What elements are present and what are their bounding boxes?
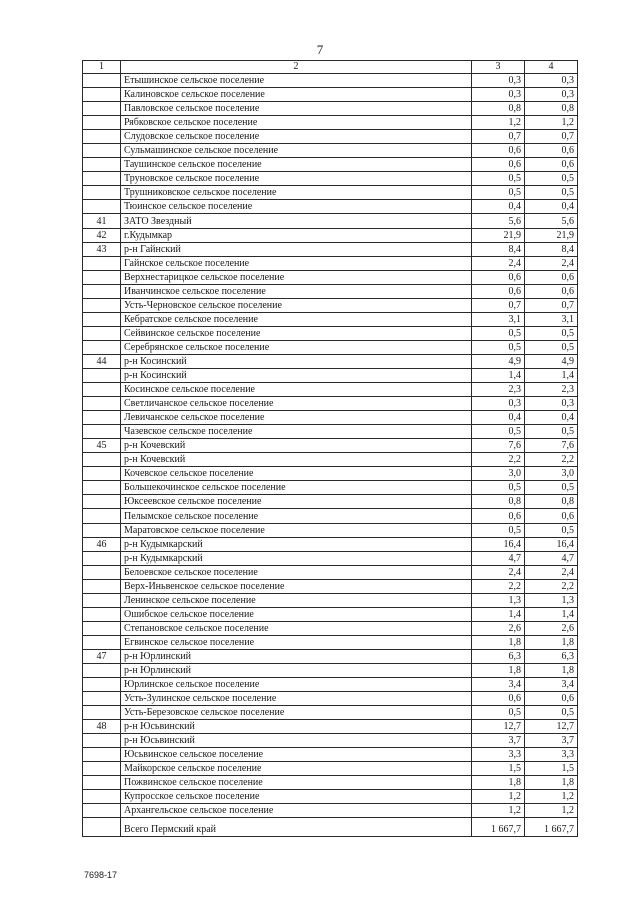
row-number-cell xyxy=(83,312,121,326)
value-col4-cell: 3,0 xyxy=(525,467,578,481)
row-number-cell xyxy=(83,495,121,509)
row-name-cell: Иванчинское сельское поселение xyxy=(121,284,472,298)
row-number-cell xyxy=(83,298,121,312)
row-name-cell: Кебратское сельское поселение xyxy=(121,312,472,326)
table-row xyxy=(83,172,578,186)
value-col3-cell: 1,8 xyxy=(472,635,525,649)
value-col4-cell: 16,4 xyxy=(525,537,578,551)
row-name-cell: Майкорское сельское поселение xyxy=(121,762,472,776)
value-col4-cell: 3,1 xyxy=(525,312,578,326)
table-row xyxy=(83,88,578,102)
table-row xyxy=(83,425,578,439)
value-col3-cell: 7,6 xyxy=(472,439,525,453)
row-name-cell: Всего Пермский край xyxy=(121,818,472,837)
value-col4-cell: 2,2 xyxy=(525,579,578,593)
value-col3-cell: 5,6 xyxy=(472,214,525,228)
table-row xyxy=(83,228,578,242)
column-header-4: 4 xyxy=(525,61,578,74)
value-col4-cell: 0,6 xyxy=(525,509,578,523)
row-number-cell: 41 xyxy=(83,214,121,228)
value-col3-cell: 2,6 xyxy=(472,621,525,635)
row-name-cell: р-н Юсьвинский xyxy=(121,734,472,748)
row-number-cell xyxy=(83,467,121,481)
row-name-cell: Пелымское сельское поселение xyxy=(121,509,472,523)
table-row xyxy=(83,144,578,158)
value-col3-cell: 0,5 xyxy=(472,425,525,439)
value-col3-cell: 1,4 xyxy=(472,607,525,621)
row-number-cell xyxy=(83,678,121,692)
row-name-cell: Косинское сельское поселение xyxy=(121,383,472,397)
row-number-cell: 48 xyxy=(83,720,121,734)
row-name-cell: Юсьвинское сельское поселение xyxy=(121,748,472,762)
value-col4-cell: 0,5 xyxy=(525,481,578,495)
row-number-cell xyxy=(83,481,121,495)
table-row xyxy=(83,663,578,677)
row-name-cell: Гайнское сельское поселение xyxy=(121,256,472,270)
table-row xyxy=(83,607,578,621)
value-col4-cell: 0,5 xyxy=(525,706,578,720)
value-col3-cell: 1,8 xyxy=(472,663,525,677)
value-col3-cell: 0,3 xyxy=(472,74,525,88)
value-col3-cell: 21,9 xyxy=(472,228,525,242)
value-col3-cell: 0,7 xyxy=(472,298,525,312)
value-col3-cell: 0,6 xyxy=(472,270,525,284)
row-name-cell: Большекочинское сельское поселение xyxy=(121,481,472,495)
row-name-cell: Трушниковское сельское поселение xyxy=(121,186,472,200)
table-row xyxy=(83,368,578,382)
table-row xyxy=(83,453,578,467)
table-row xyxy=(83,579,578,593)
value-col3-cell: 1,2 xyxy=(472,804,525,818)
row-number-cell xyxy=(83,776,121,790)
table-row xyxy=(83,706,578,720)
row-name-cell: р-н Гайнский xyxy=(121,242,472,256)
row-name-cell: Юксеевское сельское поселение xyxy=(121,495,472,509)
value-col4-cell: 3,4 xyxy=(525,678,578,692)
row-number-cell xyxy=(83,270,121,284)
value-col4-cell: 0,5 xyxy=(525,172,578,186)
row-name-cell: Светличанское сельское поселение xyxy=(121,397,472,411)
table-row xyxy=(83,734,578,748)
column-header-2: 2 xyxy=(121,61,472,74)
row-name-cell: Верх-Иньвенское сельское поселение xyxy=(121,579,472,593)
value-col3-cell: 4,9 xyxy=(472,354,525,368)
value-col3-cell: 1,3 xyxy=(472,593,525,607)
row-name-cell: ЗАТО Звездный xyxy=(121,214,472,228)
value-col3-cell: 0,4 xyxy=(472,200,525,214)
value-col4-cell: 0,5 xyxy=(525,523,578,537)
table-row xyxy=(83,509,578,523)
row-number-cell xyxy=(83,804,121,818)
value-col3-cell: 0,4 xyxy=(472,411,525,425)
value-col4-cell: 2,4 xyxy=(525,565,578,579)
column-header-3: 3 xyxy=(472,61,525,74)
table-row xyxy=(83,411,578,425)
row-name-cell: Усть-Зулинское сельское поселение xyxy=(121,692,472,706)
row-number-cell xyxy=(83,790,121,804)
value-col4-cell: 1,2 xyxy=(525,790,578,804)
row-name-cell: Юрлинское сельское поселение xyxy=(121,678,472,692)
value-col4-cell: 8,4 xyxy=(525,242,578,256)
value-col3-cell: 2,4 xyxy=(472,565,525,579)
value-col4-cell: 1,2 xyxy=(525,804,578,818)
value-col3-cell: 4,7 xyxy=(472,551,525,565)
table-row xyxy=(83,621,578,635)
table-row xyxy=(83,383,578,397)
row-number-cell xyxy=(83,706,121,720)
value-col4-cell: 5,6 xyxy=(525,214,578,228)
table-row xyxy=(83,130,578,144)
row-number-cell xyxy=(83,453,121,467)
row-name-cell: Архангельское сельское поселение xyxy=(121,804,472,818)
table-row xyxy=(83,116,578,130)
table-row xyxy=(83,467,578,481)
row-number-cell xyxy=(83,818,121,837)
value-col3-cell: 6,3 xyxy=(472,649,525,663)
row-name-cell: Етышинское сельское поселение xyxy=(121,74,472,88)
row-name-cell: Левичанское сельское поселение xyxy=(121,411,472,425)
row-number-cell xyxy=(83,748,121,762)
value-col4-cell: 0,6 xyxy=(525,144,578,158)
value-col3-cell: 2,3 xyxy=(472,383,525,397)
value-col3-cell: 0,5 xyxy=(472,340,525,354)
table-row xyxy=(83,326,578,340)
row-number-cell xyxy=(83,523,121,537)
value-col4-cell: 1,8 xyxy=(525,635,578,649)
value-col3-cell: 1,4 xyxy=(472,368,525,382)
table-row xyxy=(83,298,578,312)
row-number-cell xyxy=(83,425,121,439)
row-name-cell: р-н Косинский xyxy=(121,368,472,382)
value-col3-cell: 0,5 xyxy=(472,172,525,186)
row-number-cell xyxy=(83,397,121,411)
value-col4-cell: 2,6 xyxy=(525,621,578,635)
table-row xyxy=(83,158,578,172)
row-number-cell: 45 xyxy=(83,439,121,453)
total-row xyxy=(83,818,578,837)
value-col3-cell: 1,5 xyxy=(472,762,525,776)
row-name-cell: Усть-Березовское сельское поселение xyxy=(121,706,472,720)
row-name-cell: Таушинское сельское поселение xyxy=(121,158,472,172)
value-col4-cell: 0,6 xyxy=(525,158,578,172)
row-name-cell: Верхнестарицкое сельское поселение xyxy=(121,270,472,284)
row-name-cell: Белоевское сельское поселение xyxy=(121,565,472,579)
value-col4-cell: 21,9 xyxy=(525,228,578,242)
table-row xyxy=(83,649,578,663)
table-row xyxy=(83,692,578,706)
row-number-cell: 46 xyxy=(83,537,121,551)
value-col4-cell: 2,2 xyxy=(525,453,578,467)
value-col4-cell: 4,7 xyxy=(525,551,578,565)
value-col4-cell: 0,7 xyxy=(525,298,578,312)
value-col3-cell: 1 667,7 xyxy=(472,818,525,837)
row-name-cell: Кочевское сельское поселение xyxy=(121,467,472,481)
value-col3-cell: 0,5 xyxy=(472,481,525,495)
table-row xyxy=(83,439,578,453)
row-number-cell: 42 xyxy=(83,228,121,242)
value-col4-cell: 1,3 xyxy=(525,593,578,607)
value-col4-cell: 0,4 xyxy=(525,411,578,425)
value-col4-cell: 7,6 xyxy=(525,439,578,453)
value-col4-cell: 0,3 xyxy=(525,88,578,102)
row-number-cell xyxy=(83,551,121,565)
table-row xyxy=(83,242,578,256)
table-row xyxy=(83,720,578,734)
table-row xyxy=(83,762,578,776)
value-col3-cell: 8,4 xyxy=(472,242,525,256)
row-name-cell: Купросское сельское поселение xyxy=(121,790,472,804)
row-name-cell: р-н Юрлинский xyxy=(121,663,472,677)
table-row xyxy=(83,565,578,579)
value-col4-cell: 1,2 xyxy=(525,116,578,130)
document-code: 7698-17 xyxy=(84,870,118,880)
table-row xyxy=(83,312,578,326)
row-number-cell: 43 xyxy=(83,242,121,256)
row-name-cell: Маратовское сельское поселение xyxy=(121,523,472,537)
table-row xyxy=(83,102,578,116)
row-number-cell xyxy=(83,284,121,298)
value-col3-cell: 2,2 xyxy=(472,579,525,593)
row-name-cell: Усть-Черновское сельское поселение xyxy=(121,298,472,312)
value-col3-cell: 0,6 xyxy=(472,284,525,298)
row-number-cell xyxy=(83,88,121,102)
row-number-cell xyxy=(83,383,121,397)
row-name-cell: Слудовское сельское поселение xyxy=(121,130,472,144)
row-number-cell xyxy=(83,172,121,186)
table-row xyxy=(83,397,578,411)
table-row xyxy=(83,593,578,607)
row-number-cell: 44 xyxy=(83,354,121,368)
row-name-cell: Калиновское сельское поселение xyxy=(121,88,472,102)
value-col4-cell: 1 667,7 xyxy=(525,818,578,837)
value-col3-cell: 0,6 xyxy=(472,158,525,172)
table-row xyxy=(83,481,578,495)
value-col4-cell: 0,7 xyxy=(525,130,578,144)
table-row xyxy=(83,214,578,228)
value-col3-cell: 2,4 xyxy=(472,256,525,270)
value-col4-cell: 6,3 xyxy=(525,649,578,663)
table-row xyxy=(83,551,578,565)
value-col4-cell: 0,6 xyxy=(525,692,578,706)
page-number: 7 xyxy=(316,42,324,57)
row-number-cell xyxy=(83,692,121,706)
table-row xyxy=(83,678,578,692)
value-col4-cell: 1,8 xyxy=(525,663,578,677)
value-col3-cell: 0,7 xyxy=(472,130,525,144)
value-col3-cell: 2,2 xyxy=(472,453,525,467)
row-number-cell xyxy=(83,158,121,172)
value-col3-cell: 3,7 xyxy=(472,734,525,748)
value-col3-cell: 0,5 xyxy=(472,523,525,537)
value-col3-cell: 1,8 xyxy=(472,776,525,790)
row-name-cell: Рябковское сельское поселение xyxy=(121,116,472,130)
table-row xyxy=(83,537,578,551)
value-col4-cell: 3,3 xyxy=(525,748,578,762)
value-col3-cell: 0,3 xyxy=(472,88,525,102)
table-row xyxy=(83,354,578,368)
row-number-cell xyxy=(83,579,121,593)
row-number-cell xyxy=(83,144,121,158)
value-col3-cell: 3,1 xyxy=(472,312,525,326)
row-number-cell xyxy=(83,340,121,354)
table-row xyxy=(83,284,578,298)
row-name-cell: Чазевское сельское поселение xyxy=(121,425,472,439)
table-row xyxy=(83,790,578,804)
row-name-cell: Павловское сельское поселение xyxy=(121,102,472,116)
value-col3-cell: 0,6 xyxy=(472,509,525,523)
value-col3-cell: 0,5 xyxy=(472,186,525,200)
row-number-cell xyxy=(83,565,121,579)
value-col3-cell: 3,3 xyxy=(472,748,525,762)
row-name-cell: р-н Косинский xyxy=(121,354,472,368)
row-number-cell xyxy=(83,200,121,214)
value-col4-cell: 0,4 xyxy=(525,200,578,214)
table-row xyxy=(83,256,578,270)
value-col4-cell: 0,5 xyxy=(525,326,578,340)
value-col4-cell: 0,6 xyxy=(525,270,578,284)
row-name-cell: Ошибское сельское поселение xyxy=(121,607,472,621)
table-row xyxy=(83,635,578,649)
row-number-cell xyxy=(83,186,121,200)
value-col4-cell: 0,5 xyxy=(525,425,578,439)
value-col3-cell: 0,6 xyxy=(472,144,525,158)
row-name-cell: Тюинское сельское поселение xyxy=(121,200,472,214)
row-number-cell xyxy=(83,762,121,776)
row-name-cell: Труновское сельское поселение xyxy=(121,172,472,186)
table-row xyxy=(83,776,578,790)
value-col3-cell: 0,8 xyxy=(472,495,525,509)
value-col3-cell: 0,3 xyxy=(472,397,525,411)
row-number-cell xyxy=(83,509,121,523)
value-col3-cell: 16,4 xyxy=(472,537,525,551)
value-col3-cell: 0,5 xyxy=(472,326,525,340)
value-col4-cell: 2,3 xyxy=(525,383,578,397)
row-name-cell: Ленинское сельское поселение xyxy=(121,593,472,607)
row-name-cell: р-н Кудымкарский xyxy=(121,551,472,565)
value-col4-cell: 0,5 xyxy=(525,340,578,354)
value-col4-cell: 0,8 xyxy=(525,102,578,116)
table-row xyxy=(83,748,578,762)
value-col4-cell: 1,8 xyxy=(525,776,578,790)
table-row xyxy=(83,200,578,214)
value-col3-cell: 0,6 xyxy=(472,692,525,706)
table-row xyxy=(83,340,578,354)
value-col3-cell: 12,7 xyxy=(472,720,525,734)
value-col4-cell: 0,6 xyxy=(525,284,578,298)
row-number-cell xyxy=(83,368,121,382)
row-number-cell xyxy=(83,734,121,748)
row-name-cell: Сульмашинское сельское поселение xyxy=(121,144,472,158)
value-col3-cell: 1,2 xyxy=(472,116,525,130)
value-col4-cell: 3,7 xyxy=(525,734,578,748)
value-col4-cell: 1,4 xyxy=(525,607,578,621)
value-col4-cell: 1,4 xyxy=(525,368,578,382)
row-name-cell: р-н Юрлинский xyxy=(121,649,472,663)
row-number-cell xyxy=(83,663,121,677)
table-row xyxy=(83,523,578,537)
row-name-cell: р-н Юсьвинский xyxy=(121,720,472,734)
row-number-cell xyxy=(83,326,121,340)
row-name-cell: Серебрянское сельское поселение xyxy=(121,340,472,354)
row-name-cell: р-н Кочевский xyxy=(121,439,472,453)
row-name-cell: Егвинское сельское поселение xyxy=(121,635,472,649)
column-header-1: 1 xyxy=(83,61,121,74)
value-col3-cell: 3,4 xyxy=(472,678,525,692)
row-number-cell xyxy=(83,74,121,88)
row-name-cell: р-н Кочевский xyxy=(121,453,472,467)
value-col3-cell: 1,2 xyxy=(472,790,525,804)
row-number-cell xyxy=(83,607,121,621)
row-number-cell: 47 xyxy=(83,649,121,663)
row-number-cell xyxy=(83,116,121,130)
value-col4-cell: 1,5 xyxy=(525,762,578,776)
table-row xyxy=(83,270,578,284)
row-name-cell: р-н Кудымкарский xyxy=(121,537,472,551)
value-col4-cell: 12,7 xyxy=(525,720,578,734)
value-col4-cell: 0,3 xyxy=(525,397,578,411)
table-row xyxy=(83,186,578,200)
row-name-cell: г.Кудымкар xyxy=(121,228,472,242)
value-col3-cell: 0,8 xyxy=(472,102,525,116)
value-col4-cell: 0,5 xyxy=(525,186,578,200)
table-row xyxy=(83,804,578,818)
data-table xyxy=(82,60,578,837)
table-header-row xyxy=(83,61,578,74)
row-number-cell xyxy=(83,635,121,649)
row-name-cell: Степановское сельское поселение xyxy=(121,621,472,635)
row-name-cell: Пожвинское сельское поселение xyxy=(121,776,472,790)
table-row xyxy=(83,74,578,88)
value-col4-cell: 0,3 xyxy=(525,74,578,88)
row-number-cell xyxy=(83,621,121,635)
row-number-cell xyxy=(83,130,121,144)
value-col4-cell: 0,8 xyxy=(525,495,578,509)
row-number-cell xyxy=(83,593,121,607)
value-col4-cell: 2,4 xyxy=(525,256,578,270)
row-number-cell xyxy=(83,256,121,270)
row-number-cell xyxy=(83,411,121,425)
value-col3-cell: 0,5 xyxy=(472,706,525,720)
row-name-cell: Сейвинское сельское поселение xyxy=(121,326,472,340)
value-col3-cell: 3,0 xyxy=(472,467,525,481)
row-number-cell xyxy=(83,102,121,116)
value-col4-cell: 4,9 xyxy=(525,354,578,368)
table-row xyxy=(83,495,578,509)
